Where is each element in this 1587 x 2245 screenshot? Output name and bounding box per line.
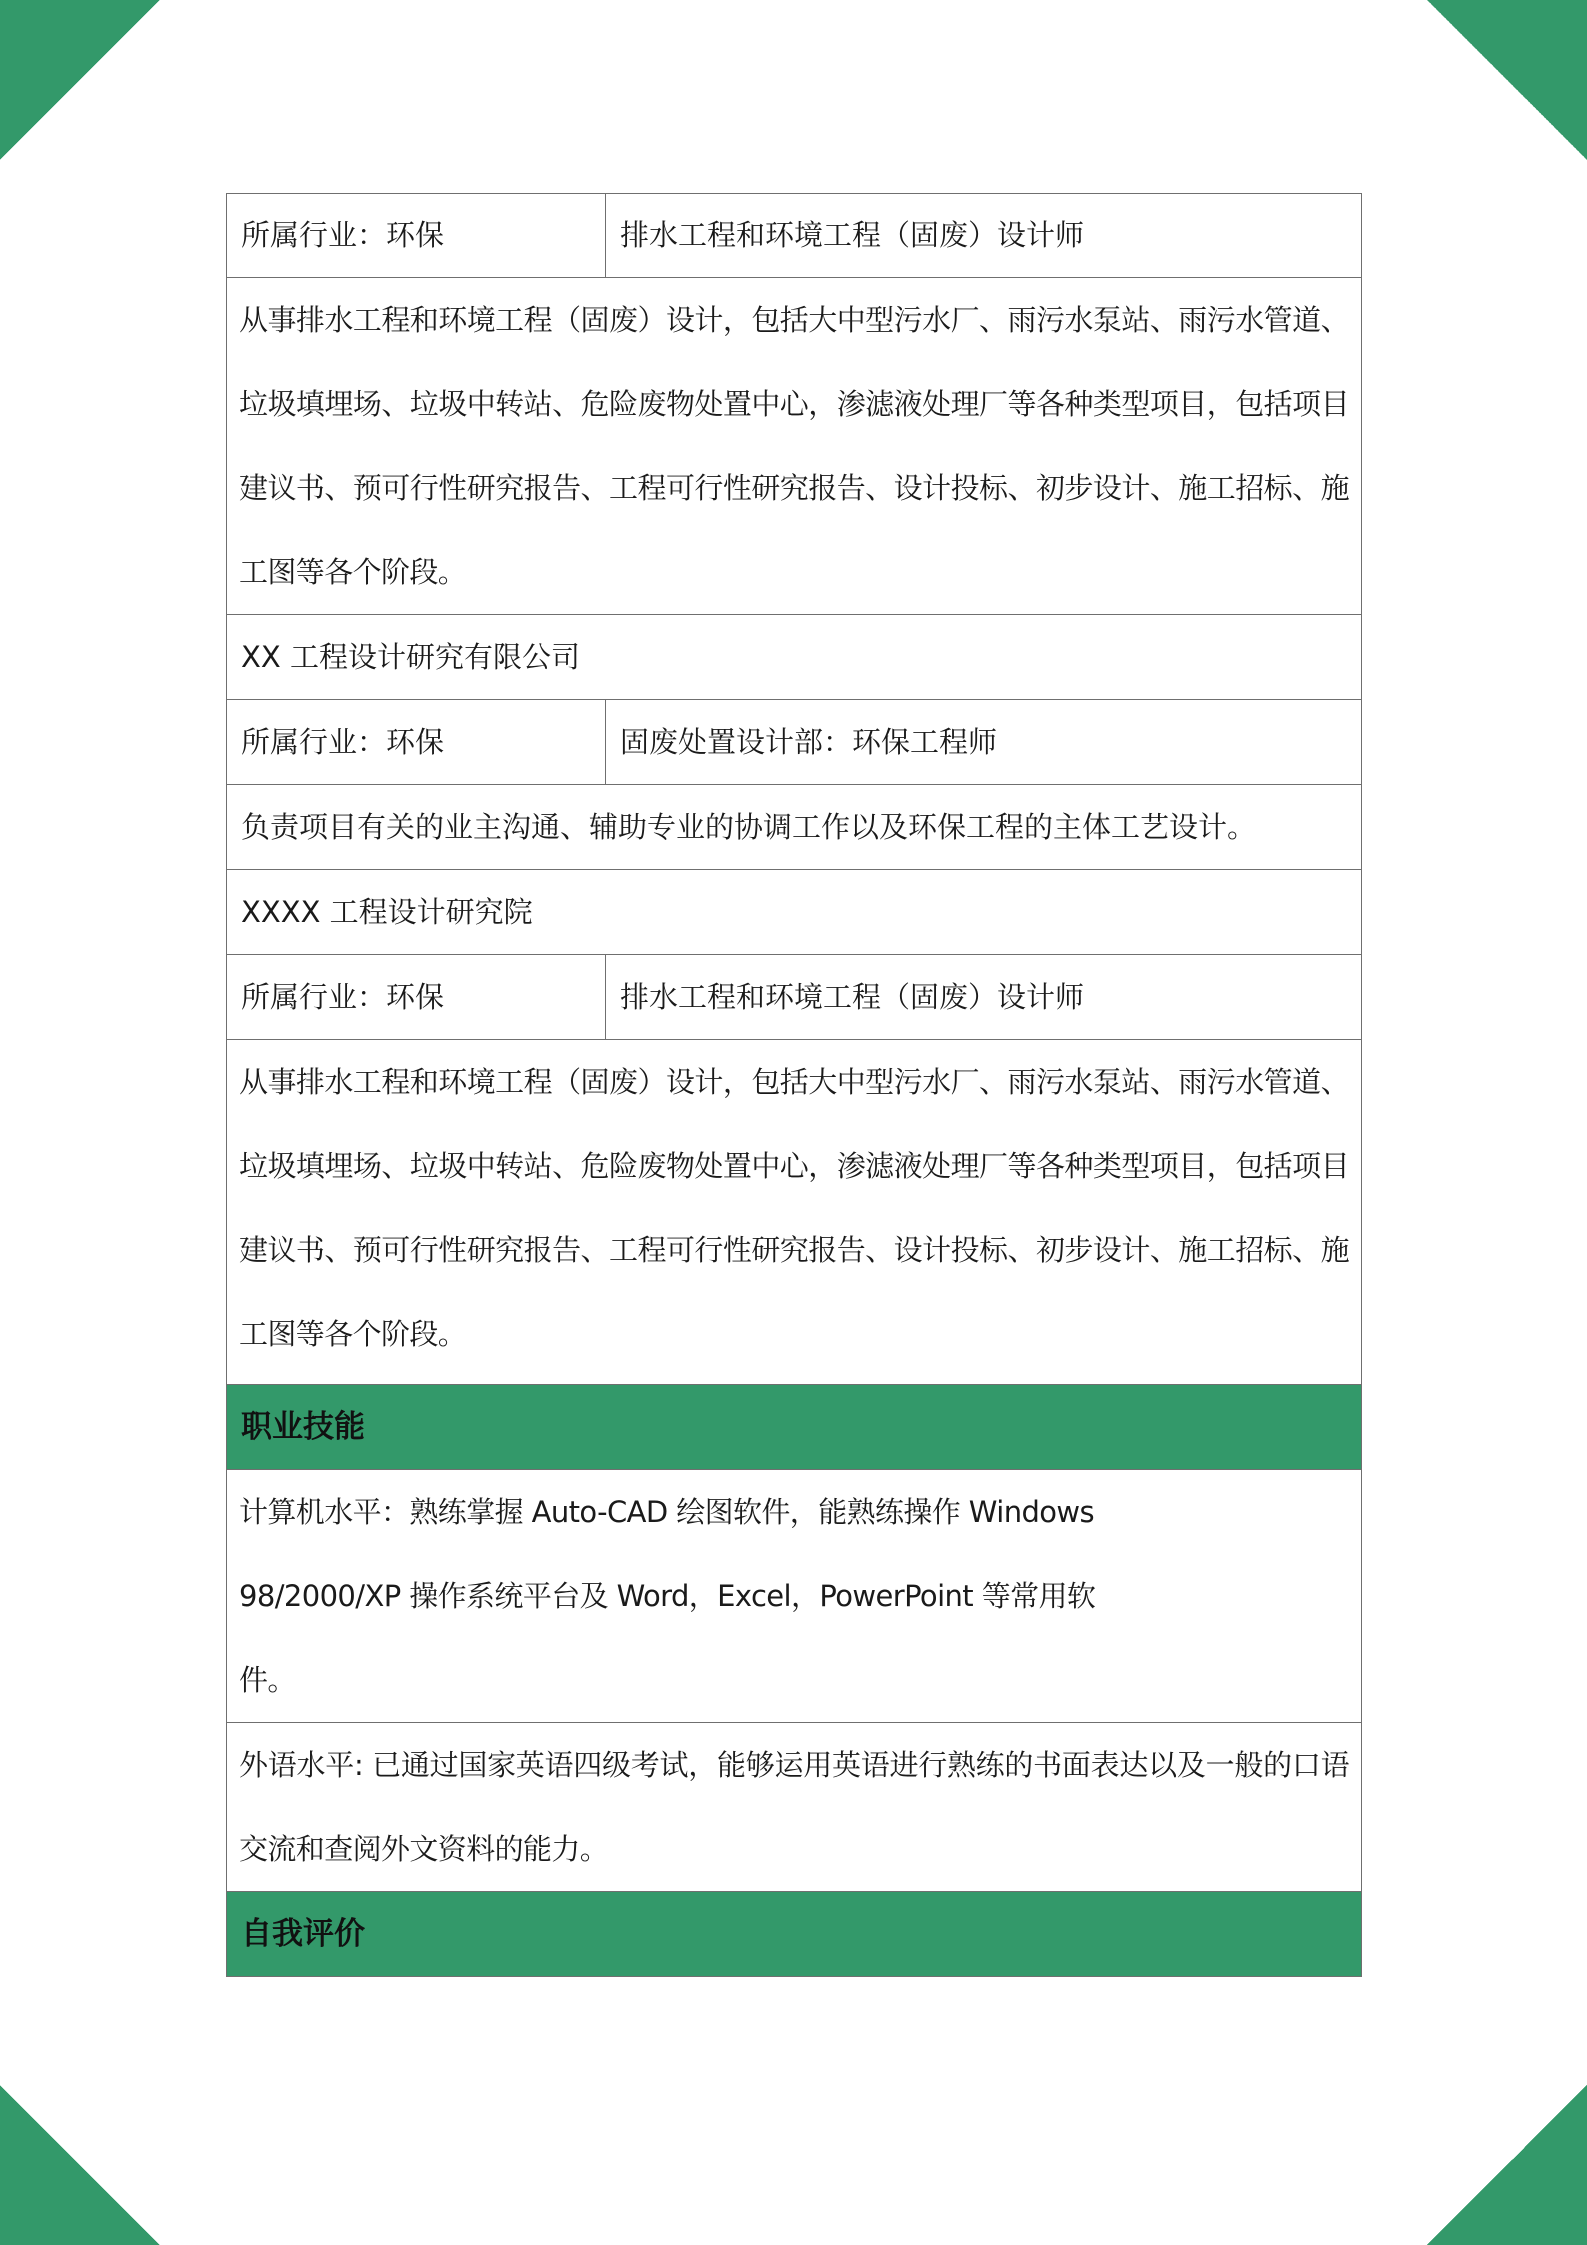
- job-description-row: [227, 278, 1361, 615]
- corner-decoration-bottom-left: [0, 2085, 160, 2245]
- resume-table: [226, 193, 1362, 1977]
- company-name: XXXX 工程设计研究院: [241, 895, 533, 929]
- job-header-row: [227, 194, 1361, 278]
- job-description-row: [227, 1040, 1361, 1385]
- job-description: 负责项目有关的业主沟通、辅助专业的协调工作以及环保工程的主体工艺设计。: [241, 810, 1257, 844]
- section-header-self-evaluation: [227, 1892, 1361, 1976]
- industry-cell: 所属行业：环保: [227, 955, 606, 1039]
- job-header-row: [227, 700, 1361, 785]
- computer-skill: 计算机水平：熟练掌握 Auto-CAD 绘图软件，能熟练操作 Windows 98/2000/XP 操作系统平台及 Word，Excel，PowerPoint 等常用软件。: [239, 1495, 1096, 1697]
- job-description: 从事排水工程和环境工程（固废）设计，包括大中型污水厂、雨污水泵站、雨污水管道、垃圾填埋场、垃圾中转站、危险废物处置中心，渗滤液处理厂等各种类型项目，包括项目建议书、预可行性研究报告、工程可行性研究报告、设计投标、初步设计、施工招标、施工图等各个阶段。: [239, 303, 1349, 589]
- industry-cell: 所属行业：环保: [227, 700, 606, 784]
- corner-decoration-top-right: [1427, 0, 1587, 160]
- job-description-row: [227, 785, 1361, 870]
- position-cell: 排水工程和环境工程（固废）设计师: [620, 980, 1085, 1014]
- corner-decoration-top-left: [0, 0, 160, 160]
- position-cell: 固废处置设计部：环保工程师: [620, 725, 998, 759]
- company-row: [227, 870, 1361, 955]
- section-title: 自我评价: [241, 1916, 365, 1952]
- corner-decoration-bottom-right: [1427, 2085, 1587, 2245]
- section-header-skills: [227, 1385, 1361, 1470]
- section-title: 职业技能: [241, 1409, 365, 1445]
- company-name: XX 工程设计研究有限公司: [241, 640, 580, 674]
- skill-row: [227, 1723, 1361, 1892]
- language-skill: 外语水平: 已通过国家英语四级考试，能够运用英语进行熟练的书面表达以及一般的口语交流和查阅外文资料的能力。: [239, 1748, 1349, 1866]
- skill-row: [227, 1470, 1361, 1723]
- job-description: 从事排水工程和环境工程（固废）设计，包括大中型污水厂、雨污水泵站、雨污水管道、垃圾填埋场、垃圾中转站、危险废物处置中心，渗滤液处理厂等各种类型项目，包括项目建议书、预可行性研究报告、工程可行性研究报告、设计投标、初步设计、施工招标、施工图等各个阶段。: [239, 1065, 1349, 1351]
- industry-cell: 所属行业：环保: [227, 194, 606, 277]
- company-row: [227, 615, 1361, 700]
- position-cell: 排水工程和环境工程（固废）设计师: [620, 218, 1085, 252]
- job-header-row: [227, 955, 1361, 1040]
